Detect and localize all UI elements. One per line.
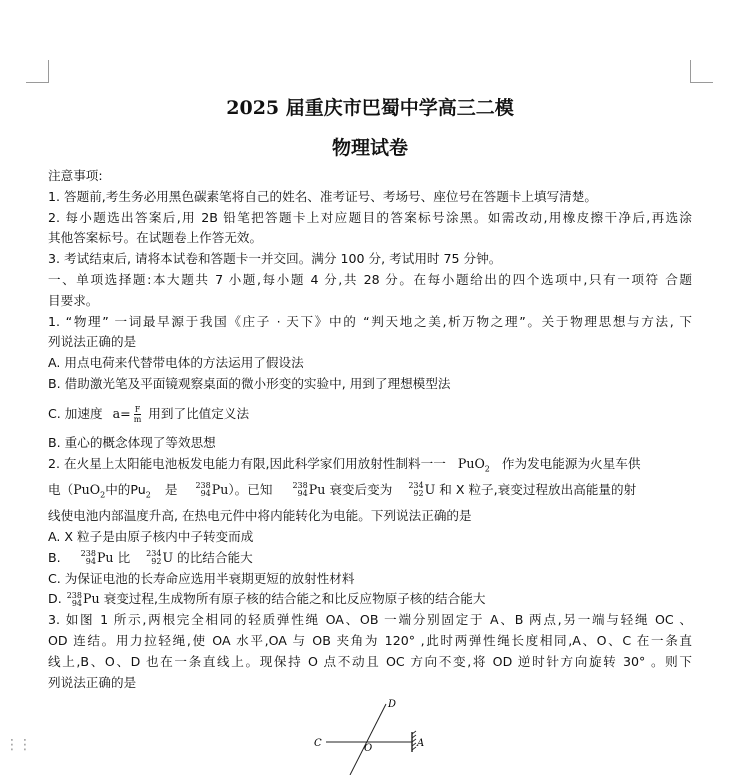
fraction-denominator: m bbox=[133, 414, 142, 424]
label-d: D bbox=[388, 699, 397, 710]
u-isotope-notation: 234 92 bbox=[408, 481, 424, 499]
q1-option-b: B. 借助激光笔及平面镜观察桌面的微小形变的实验中, 用到了理想模型法 bbox=[48, 375, 451, 391]
q3-line-3: 线上,B、O、D 也在一条直线上。现保持 O 点不动且 OC 方向不变,将 OD 逆时针方向旋转 30° 。则下 bbox=[48, 653, 692, 669]
notes-heading: 注意事项: bbox=[48, 168, 103, 183]
q1-option-c-symbol: a bbox=[112, 405, 121, 421]
pu-isotope-notation: 238 94 bbox=[66, 590, 82, 608]
note-2-line-1: 2. 每小题选出答案后,用 2B 铅笔把答题卡上对应题目的答案标号涂黑。如需改动,用橡皮擦干净后,再选涂 bbox=[48, 209, 692, 225]
force-mass-fraction bbox=[134, 405, 142, 424]
q1-stem-line-2: 列说法正确的是 bbox=[48, 334, 137, 350]
q2-line-1-text: 2. 在火星上太阳能电池板发电能力有限,因此科学家们用放射性制料一一 bbox=[48, 455, 446, 471]
q2-line-3: 线使电池内部温度升高, 在热电元件中将内能转化为电能。下列说法正确的是 bbox=[48, 508, 472, 524]
q3-line-2: OD 连结。用力拉轻绳,使 OA 水平,OA 与 OB 夹角为 120° ,此时两弹性绳长度相同,A、O、C 在一条直 bbox=[48, 632, 692, 648]
figure-1-diagram bbox=[300, 698, 440, 775]
page-title: 2025 届重庆市巴蜀中学高三二模 bbox=[226, 97, 514, 119]
pu-isotope-notation: 238 94 bbox=[80, 549, 96, 567]
q2-line-2: 电（PuO$_2$中的$Pu_2$ 是 238 94 Pu）。已知 238 94 Pu 衰变后变为 234 92 U 和 X 粒子,衰变过程放出高能量的射 bbox=[48, 481, 637, 500]
note-2-line-2: 其他答案标号。在试题卷上作答无效。 bbox=[48, 230, 263, 246]
pu-isotope-notation: 238 94 bbox=[195, 481, 211, 499]
q2-option-a: A. X 粒子是由原子核内中子转变而成 bbox=[48, 528, 254, 544]
q2-line-1-tail: 作为发电能源为火星车供 bbox=[501, 455, 641, 471]
q2-line-1 bbox=[48, 454, 692, 480]
q3-line-1: 3. 如图 1 所示,两根完全相同的轻质弹性绳 OA、OB 一端分别固定于 A、B 两点,另一端与轻绳 OC 、 bbox=[48, 612, 692, 628]
q1-option-c-prefix: C. 加速度 bbox=[48, 405, 103, 421]
document-body bbox=[48, 166, 692, 693]
section-1-line-2: 目要求。 bbox=[48, 292, 99, 308]
u-isotope-notation: 234 92 bbox=[146, 549, 162, 567]
q3-line-4: 列说法正确的是 bbox=[48, 674, 137, 690]
puo2-formula: PuO$_2$ bbox=[457, 455, 490, 474]
label-o: O bbox=[364, 743, 373, 754]
q2-option-d: D. 238 94 Pu 衰变过程,生成物所有原子核的结合能之和比反应物原子核的结合能大 bbox=[48, 590, 486, 608]
q2-option-c: C. 为保证电池的长寿命应选用半衰期更短的放射性材料 bbox=[48, 570, 355, 586]
drag-handle-icon[interactable]: ⋮⋮ bbox=[5, 737, 31, 753]
pu-isotope-notation: 238 94 bbox=[292, 481, 308, 499]
label-a: A bbox=[417, 738, 425, 749]
fraction-numerator: F bbox=[134, 404, 141, 414]
label-c: C bbox=[314, 738, 322, 749]
q2-option-b: B. 238 94 Pu 比 234 92 U 的比结合能大 bbox=[48, 549, 253, 567]
note-3: 3. 考试结束后, 请将本试卷和答题卡一并交回。满分 100 分, 考试用时 75 分钟。 bbox=[48, 251, 502, 267]
q1-stem-line-1: 1. “物理” 一词最早源于我国《庄子 · 天下》中的 “判天地之美,析万物之理”。关于物理思想与方法, 下 bbox=[48, 313, 692, 329]
crop-mark-top-right bbox=[690, 60, 713, 83]
q1-option-c-equals: = bbox=[120, 405, 131, 421]
section-1-line-1: 一、单项选择题:本大题共 7 小题,每小题 4 分,共 28 分。在每小题给出的四个选项中,只有一项符 合题 bbox=[48, 271, 692, 287]
rope-od-ob bbox=[350, 704, 386, 775]
q1-option-c-suffix: 用到了比值定义法 bbox=[148, 405, 250, 421]
q1-option-c bbox=[48, 401, 692, 427]
q1-option-d: B. 重心的概念体现了等效思想 bbox=[48, 434, 216, 450]
note-1: 1. 答题前,考生务必用黑色碳素笔将自己的姓名、准考证号、考场号、座位号在答题卡上填写清楚。 bbox=[48, 188, 597, 204]
page-subtitle: 物理试卷 bbox=[331, 137, 408, 159]
q1-option-a: A. 用点电荷来代替带电体的方法运用了假设法 bbox=[48, 355, 304, 371]
crop-mark-top-left bbox=[26, 60, 49, 83]
